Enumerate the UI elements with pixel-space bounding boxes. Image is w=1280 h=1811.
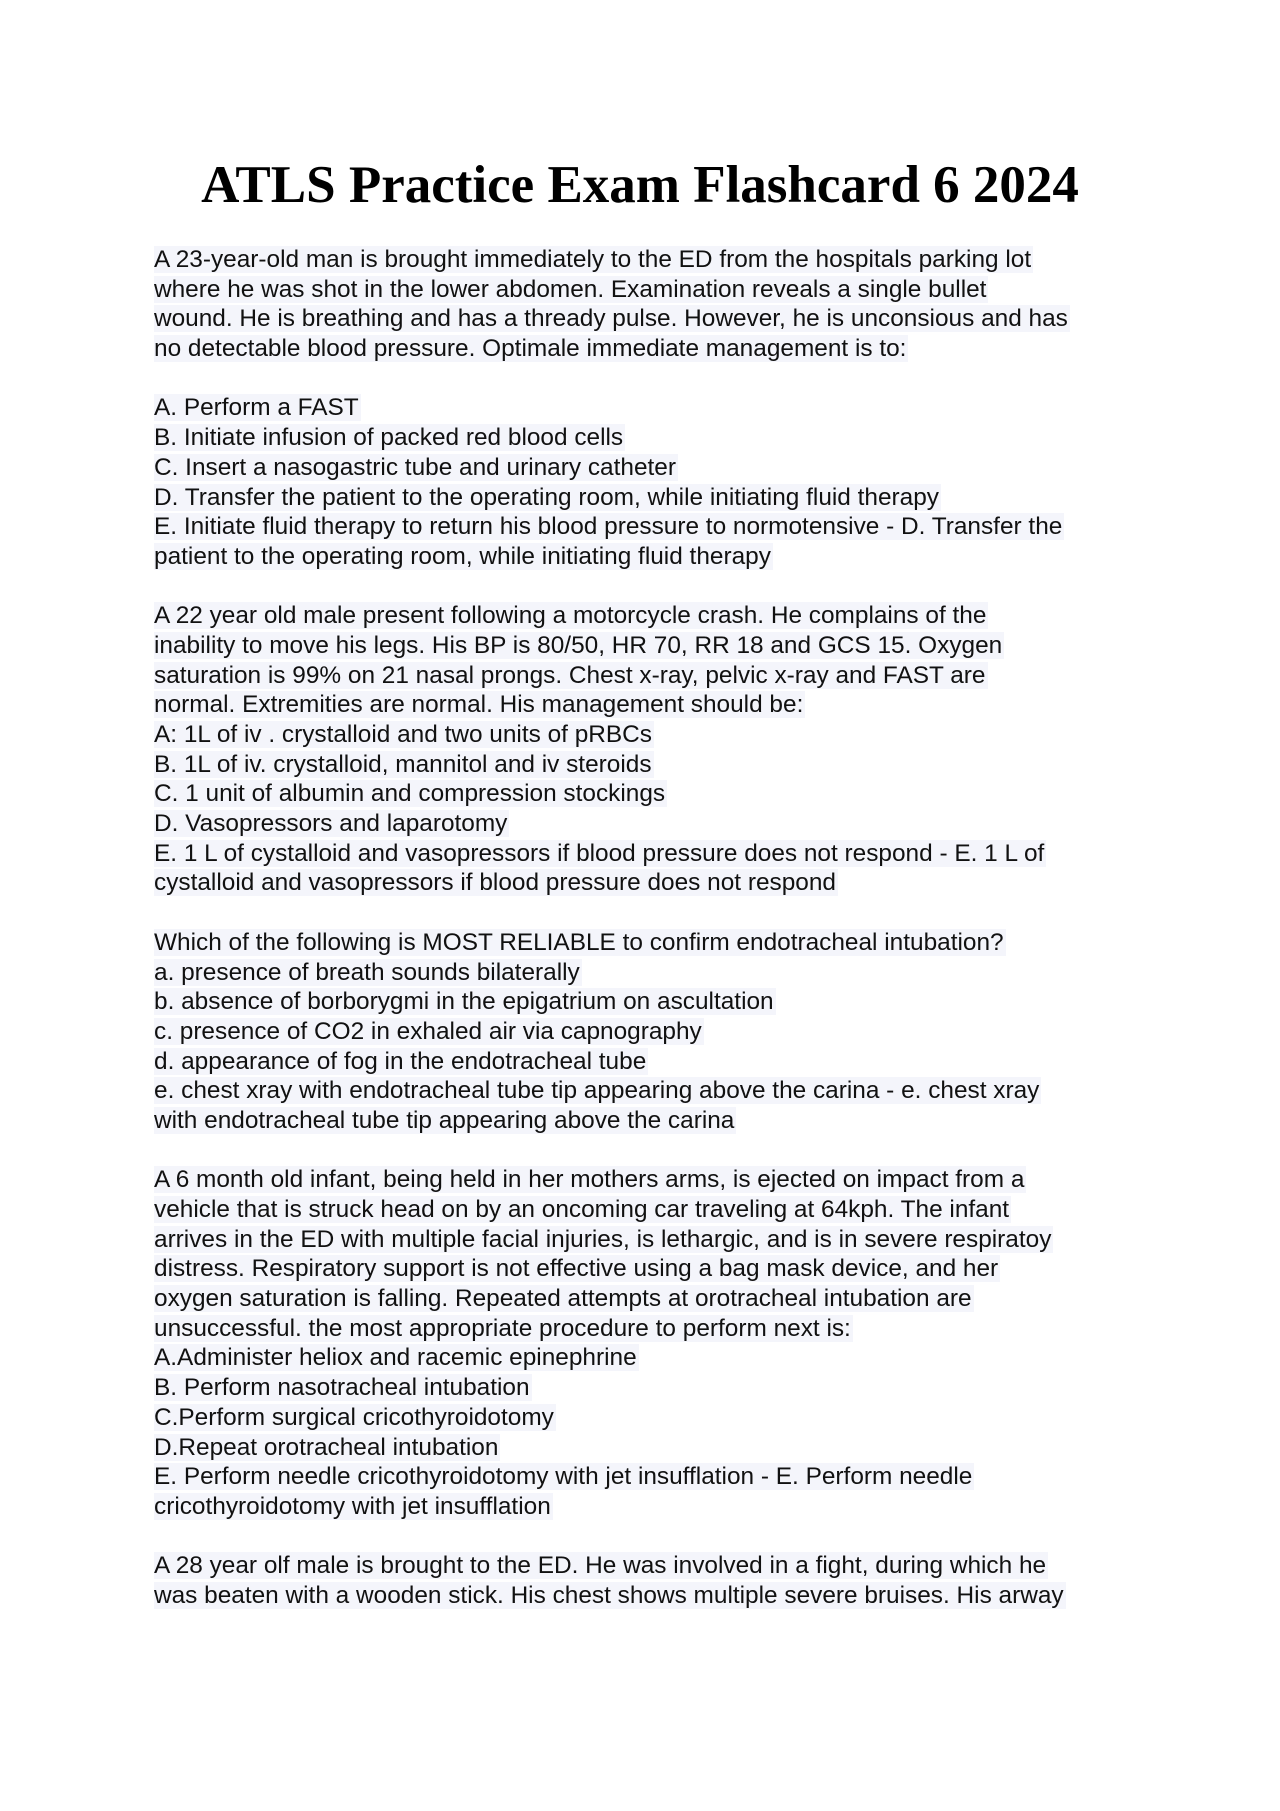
line-text: C.Perform surgical cricothyroidotomy	[154, 1403, 554, 1431]
question-separator	[154, 898, 1154, 928]
text-line	[154, 1017, 1154, 1047]
line-text: oxygen saturation is falling. Repeated attempts at orotracheal intubation are	[154, 1285, 972, 1313]
line-text: A 28 year olf male is brought to the ED. He was involved in a fight, during which he	[154, 1552, 1047, 1580]
line-text: b. absence of borborygmi in the epigatrium on ascultation	[154, 988, 774, 1016]
line-text: e. chest xray with endotracheal tube tip appearing above the carina - e. chest xray	[154, 1077, 1040, 1105]
text-line	[154, 1314, 1154, 1344]
flashcard-question	[154, 1165, 1154, 1521]
question-separator	[154, 1136, 1154, 1166]
text-line	[154, 1433, 1154, 1463]
line-text: normal. Extremities are normal. His management should be:	[154, 691, 804, 719]
text-line	[154, 868, 1154, 898]
line-text: C. 1 unit of albumin and compression stockings	[154, 780, 666, 808]
line-text: arrives in the ED with multiple facial injuries, is lethargic, and is in severe respiratoy	[154, 1225, 1052, 1253]
flashcard-question	[154, 245, 1154, 572]
line-text: D. Transfer the patient to the operating room, while initiating fluid therapy	[154, 483, 940, 511]
text-line	[154, 987, 1154, 1017]
flashcard-content	[154, 245, 1154, 1611]
line-text: A.Administer heliox and racemic epinephrine	[154, 1344, 637, 1372]
text-line	[154, 1403, 1154, 1433]
text-line	[154, 275, 1154, 305]
text-line	[154, 512, 1154, 542]
line-text: E. Initiate fluid therapy to return his blood pressure to normotensive - D. Transfer the	[154, 513, 1063, 541]
line-text: A 23-year-old man is brought immediately to the ED from the hospitals parking lot	[154, 246, 1032, 273]
line-text: inability to move his legs. His BP is 80/50, HR 70, RR 18 and GCS 15. Oxygen	[154, 631, 1003, 659]
line-text: A: 1L of iv . crystalloid and two units of pRBCs	[154, 721, 652, 748]
line-text: A 6 month old infant, being held in her mothers arms, is ejected on impact from a	[154, 1166, 1025, 1194]
flashcard-question	[154, 601, 1154, 898]
text-line	[154, 601, 1154, 631]
line-text: B. Initiate infusion of packed red blood cells	[154, 424, 624, 452]
text-line	[154, 750, 1154, 780]
text-line	[154, 423, 1154, 453]
text-line	[154, 1492, 1154, 1522]
text-line	[154, 483, 1154, 513]
text-line	[154, 245, 1154, 275]
line-text: A. Perform a FAST	[154, 394, 359, 422]
line-text: with endotracheal tube tip appearing above the carina	[154, 1106, 735, 1134]
text-line	[154, 928, 1154, 958]
line-text: vehicle that is struck head on by an oncoming car traveling at 64kph. The infant	[154, 1196, 1010, 1223]
text-line	[154, 1551, 1154, 1581]
line-text: A 22 year old male present following a motorcycle crash. He complains of the	[154, 602, 987, 630]
line-text: distress. Respiratory support is not effective using a bag mask device, and her	[154, 1255, 999, 1283]
line-text: a. presence of breath sounds bilaterally	[154, 958, 580, 986]
line-text: B. 1L of iv. crystalloid, mannitol and iv steroids	[154, 750, 652, 778]
text-line	[154, 958, 1154, 988]
line-text: unsuccessful. the most appropriate procedure to perform next is:	[154, 1314, 851, 1342]
text-line	[154, 839, 1154, 869]
text-line	[154, 809, 1154, 839]
line-text: d. appearance of fog in the endotracheal tube	[154, 1047, 647, 1075]
text-line	[154, 1462, 1154, 1492]
line-text: c. presence of CO2 in exhaled air via capnography	[154, 1017, 702, 1045]
line-text: was beaten with a wooden stick. His chest shows multiple severe bruises. His arway	[154, 1581, 1064, 1609]
flashcard-question	[154, 1551, 1154, 1610]
line-text: saturation is 99% on 21 nasal prongs. Chest x-ray, pelvic x-ray and FAST are	[154, 661, 986, 689]
question-separator	[154, 1522, 1154, 1552]
text-line	[154, 1076, 1154, 1106]
line-text: E. Perform needle cricothyroidotomy with jet insufflation - E. Perform needle	[154, 1463, 973, 1491]
line-text: D. Vasopressors and laparotomy	[154, 810, 508, 838]
line-text: D.Repeat orotracheal intubation	[154, 1433, 499, 1461]
line-text: B. Perform nasotracheal intubation	[154, 1374, 530, 1402]
document-title: ATLS Practice Exam Flashcard 6 2024	[201, 156, 1079, 214]
text-line	[154, 779, 1154, 809]
text-line	[154, 304, 1154, 334]
text-line	[154, 1195, 1154, 1225]
text-line	[154, 393, 1154, 423]
text-line	[154, 1165, 1154, 1195]
line-text: patient to the operating room, while initiating fluid therapy	[154, 542, 771, 570]
line-text: wound. He is breathing and has a thready pulse. However, he is unconsious and has	[154, 305, 1068, 333]
line-text: cystalloid and vasopressors if blood pressure does not respond	[154, 869, 836, 897]
line-text: no detectable blood pressure. Optimale immediate management is to:	[154, 335, 907, 363]
line-text: where he was shot in the lower abdomen. Examination reveals a single bullet	[154, 275, 987, 303]
text-line	[154, 334, 1154, 364]
blank-line	[154, 364, 1154, 394]
question-separator	[154, 572, 1154, 602]
text-line	[154, 1343, 1154, 1373]
text-line	[154, 1254, 1154, 1284]
line-text: Which of the following is MOST RELIABLE to confirm endotracheal intubation?	[154, 928, 1004, 956]
line-text: E. 1 L of cystalloid and vasopressors if blood pressure does not respond - E. 1 L of	[154, 839, 1045, 867]
text-line	[154, 1581, 1154, 1611]
text-line	[154, 661, 1154, 691]
text-line	[154, 690, 1154, 720]
line-text: cricothyroidotomy with jet insufflation	[154, 1492, 551, 1520]
text-line	[154, 1373, 1154, 1403]
text-line	[154, 453, 1154, 483]
text-line	[154, 720, 1154, 750]
text-line	[154, 1284, 1154, 1314]
text-line	[154, 1047, 1154, 1077]
flashcard-question	[154, 928, 1154, 1136]
text-line	[154, 542, 1154, 572]
text-line	[154, 1225, 1154, 1255]
text-line	[154, 1106, 1154, 1136]
line-text: C. Insert a nasogastric tube and urinary catheter	[154, 453, 676, 481]
text-line	[154, 631, 1154, 661]
